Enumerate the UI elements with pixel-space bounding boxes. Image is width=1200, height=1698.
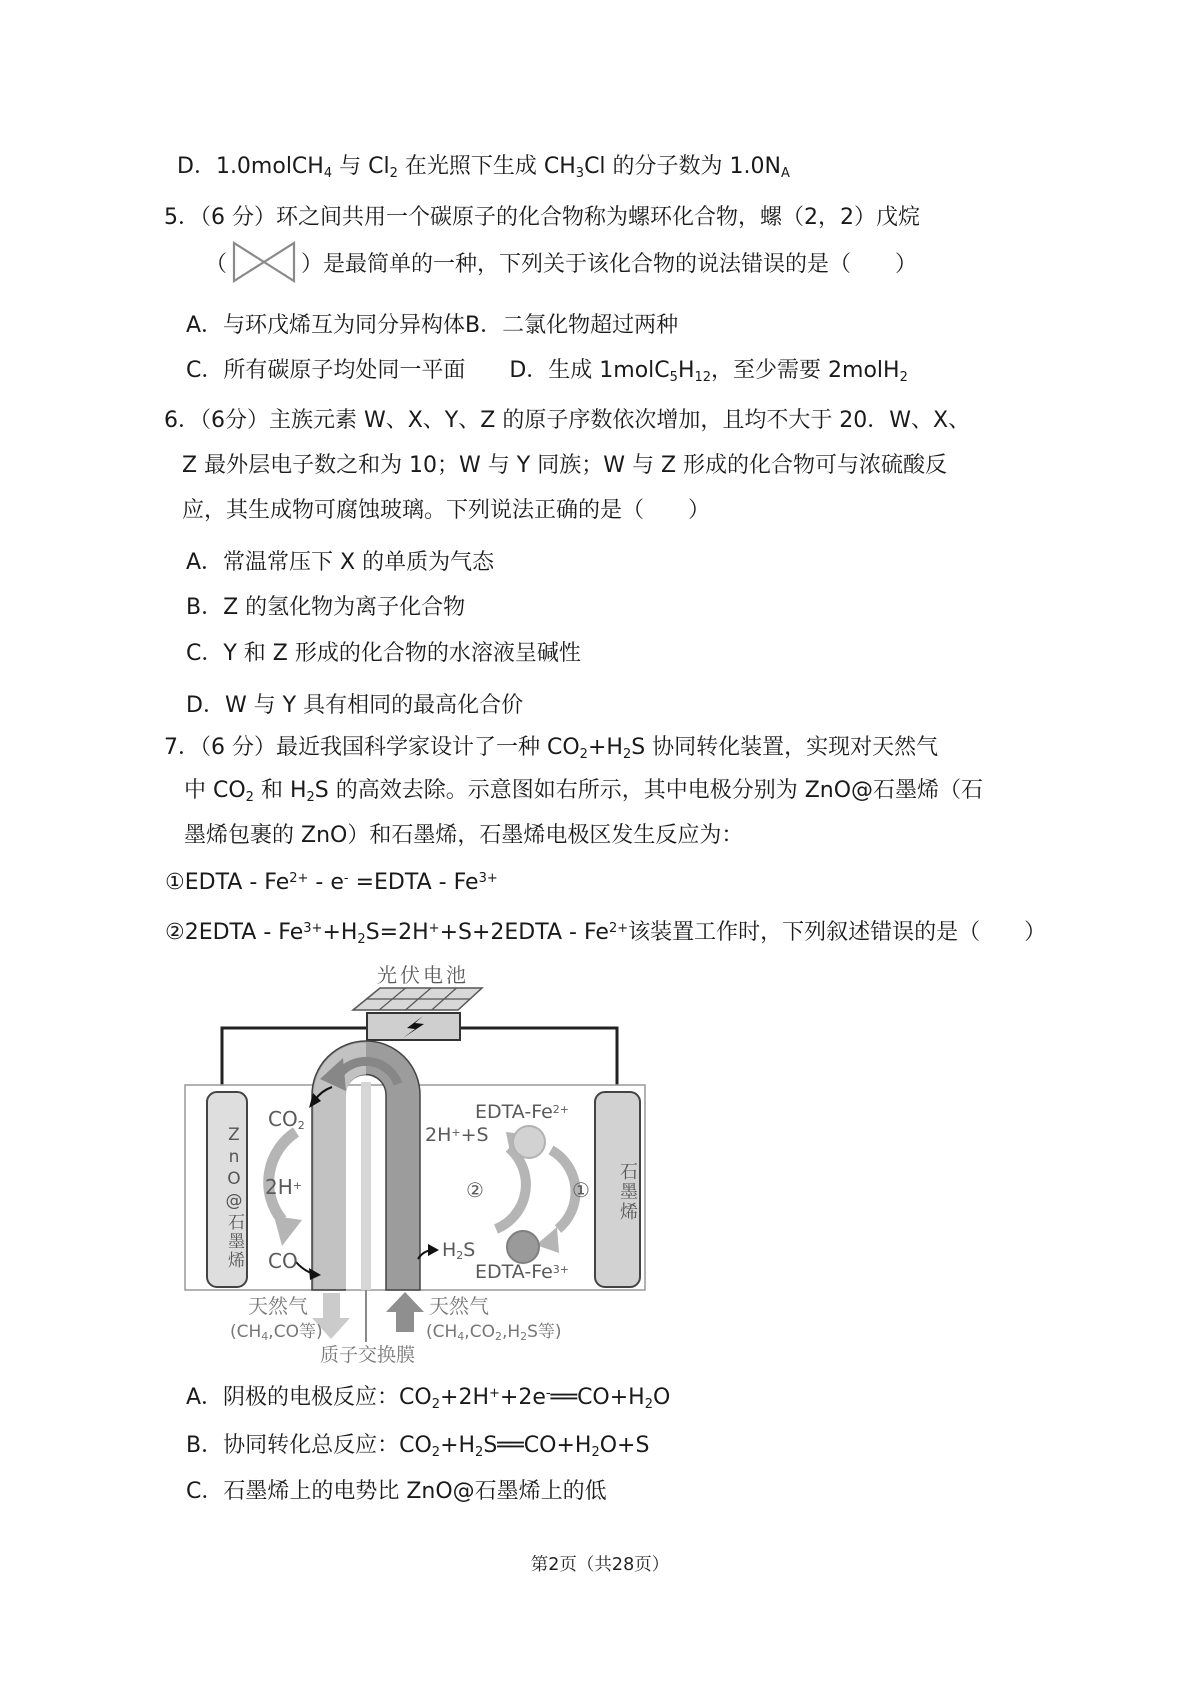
q6-option-d: D．W 与 Y 具有相同的最高化合价 [186, 693, 524, 718]
q6-option-b: B．Z 的氢化物为离子化合物 [186, 595, 466, 620]
edta-fe2-label: EDTA-$Fe^{2+}$ [475, 1101, 569, 1123]
co-label: CO [268, 1249, 298, 1273]
natural-gas-left-composition: ($CH_4,CO$等) [230, 1322, 323, 1343]
co2-label: $CO_2$ [268, 1107, 305, 1132]
q7-option-b: B．协同转化总反应：$CO_2+H_2S══CO+H_2O+S$ [186, 1433, 650, 1460]
gas-out-right-arrow [386, 1292, 424, 1332]
q7-stem-line1: 7．（6 分）最近我国科学家设计了一种 $CO_2+H_2S$ 协同转化装置，实现对天然气 [164, 735, 939, 762]
q7-stem-line2: 中 $CO_2$ 和 $H_2S$ 的高效去除。示意图如右所示，其中电极分别为 ZnO@石墨烯（石 [184, 778, 984, 805]
solar-panel-icon [353, 988, 482, 1010]
q5-stem-line1: 5．（6 分）环之间共用一个碳原子的化合物称为螺环化合物，螺（2，2）戊烷 [164, 205, 920, 230]
step2-circled-label: ② [466, 1178, 484, 1202]
q7-stem-line3: 墨烯包裹的 ZnO）和石墨烯，石墨烯电极区发生反应为： [184, 823, 744, 848]
q4-option-d: D．1.0molCH$_4$ 与 $Cl_2$ 在光照下生成 $CH_3Cl$ 的分子数为 $1.0N_A$ [177, 154, 790, 181]
left-electrode-label: ZnO@石墨烯 [224, 1124, 244, 1270]
electrochemical-device-diagram [180, 962, 660, 1367]
membrane-stripe [361, 1082, 371, 1290]
q6-stem-line1: 6．（6分）主族元素 W、X、Y、Z 的原子序数依次增加，且均不大于 20．W、X、 [164, 408, 971, 433]
step1-circled-label: ① [572, 1178, 590, 1202]
spiro-pentane-structure-icon [232, 240, 296, 284]
proton-membrane-label: 质子交换膜 [320, 1344, 416, 1366]
protons-sulfur-label: 2H++S [425, 1124, 489, 1146]
protons-label: 2H+ [265, 1175, 302, 1199]
q7-equation-2: ②2EDTA - $Fe^{3+}+H_2S=2H^++S+2EDTA - Fe^{2+}$该装置工作时，下列叙述错误的是（ ） [165, 920, 1047, 947]
q5-open-paren: （ [205, 251, 228, 277]
q5-options-cd: C．所有碳原子均处同一平面 D．生成 $1molC_5H_{12}$，至少需要 2molH$_2$ [186, 358, 908, 385]
fe3-ball [507, 1231, 539, 1263]
q6-option-a: A．常温常压下 X 的单质为气态 [186, 550, 495, 575]
right-electrode-label: 石墨烯 [617, 1162, 638, 1222]
q5-stem-line2 [205, 240, 917, 284]
page-number-footer: 第2页（共28页） [530, 1555, 670, 1575]
wire-right [460, 1028, 617, 1093]
q6-stem-line3: 应，其生成物可腐蚀玻璃。下列说法正确的是（ ） [182, 498, 711, 523]
q6-option-c: C．Y 和 Z 形成的化合物的水溶液呈碱性 [186, 641, 581, 666]
power-box-icon [367, 1013, 460, 1040]
edta-fe3-label: EDTA-$Fe^{3+}$ [475, 1261, 569, 1283]
q6-stem-line2: Z 最外层电子数之和为 10；W 与 Y 同族；W 与 Z 形成的化合物可与浓硫酸反 [182, 453, 948, 478]
q7-option-c: C．石墨烯上的电势比 ZnO@石墨烯上的低 [186, 1479, 607, 1504]
pv-cell-label: 光伏电池 [377, 963, 469, 987]
natural-gas-right-label: 天然气 [429, 1294, 489, 1318]
h2s-label: $H_2S$ [442, 1239, 476, 1262]
q7-equation-1: ①EDTA - $Fe^{2+} - e^-$ =EDTA - $Fe^{3+}$ [165, 870, 498, 895]
natural-gas-right-composition: ($CH_4,CO_2,H_2S$等) [426, 1322, 562, 1343]
natural-gas-left-label: 天然气 [248, 1294, 308, 1318]
fe2-ball [513, 1126, 545, 1158]
q5-after-structure-text: ）是最简单的一种，下列关于该化合物的说法错误的是（ ） [301, 251, 918, 277]
q7-option-a: A．阴极的电极反应：$CO_2+2H^++2e^-══CO+H_2O$ [186, 1385, 671, 1412]
q5-options-ab: A．与环戊烯互为同分异构体B．二氯化物超过两种 [186, 313, 679, 338]
